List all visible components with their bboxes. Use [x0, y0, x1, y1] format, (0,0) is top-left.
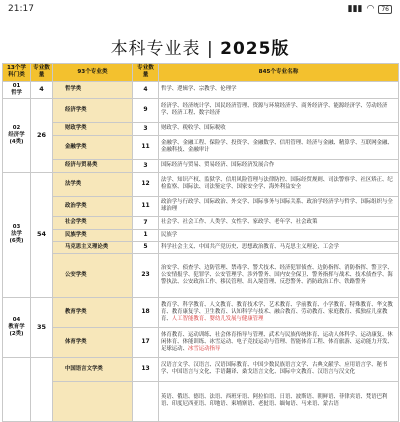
class-cell — [53, 98, 133, 122]
discipline-cell — [3, 357, 31, 421]
table-row — [3, 196, 399, 216]
class-cell — [53, 159, 133, 172]
class-count-cell: 13 — [133, 357, 159, 381]
major-names-text: 财政学、税收学、国际税收 — [161, 125, 226, 132]
header-discipline-count: 专业数量 — [31, 64, 53, 82]
class-label: 体育学类 — [65, 338, 87, 345]
major-names-text: 法学、知识产权、监狱学、信用风险管理与法律防控、国际经贸规则、司法警察学、社区矫正、纪检监察、国际法、司法鉴定学、国家安全学、海外利益安全 — [161, 177, 393, 191]
class-cell — [53, 172, 133, 196]
class-cell — [53, 381, 133, 421]
class-cell — [53, 122, 133, 135]
class-count-cell: 17 — [133, 327, 159, 357]
major-names-text: 科学社会主义、中国共产党历史、思想政治教育、马克思主义理论、工会学 — [161, 243, 339, 250]
title-text: 本科专业表 — [110, 39, 201, 59]
table-row — [3, 122, 399, 135]
class-count-cell: 5 — [133, 241, 159, 253]
discipline-cell: 02 经济学 (4类) — [3, 98, 31, 172]
table-row — [3, 216, 399, 229]
status-time: 21:17 — [8, 4, 34, 14]
wifi-icon: ◠ — [366, 4, 375, 14]
class-label: 法学类 — [65, 180, 82, 187]
table-row — [3, 327, 399, 357]
class-count-cell: 7 — [133, 216, 159, 229]
major-names-text: 经济学、经济统计学、国民经济管理、资源与环境经济学、商务经济学、能源经济学、劳动经济学、经济工程、数字经济 — [161, 103, 388, 117]
major-names-text: 英语、俄语、德语、法语、西班牙语、阿拉伯语、日语、波斯语、朝鲜语、菲律宾语、梵语巴利语、印度尼西亚语、印地语、柬埔寨语、老挝语、缅甸语、马来语、蒙古语 — [161, 394, 388, 408]
major-names-cell — [159, 196, 399, 216]
major-names-text: 汉语言文学、汉语言、汉语国际教育、中国少数民族语言文学、古典文献学、应用语言学、秘书学、中国语言与文化、手语翻译、桑戈语言文化、国际中文教育、汉语言与汉文化 — [161, 362, 388, 376]
discipline-count-cell: 26 — [31, 98, 53, 172]
discipline-count-cell: 4 — [31, 81, 53, 98]
class-label: 社会学类 — [65, 219, 87, 226]
class-cell — [53, 241, 133, 253]
page-title — [0, 34, 400, 59]
table-row — [3, 241, 399, 253]
class-cell — [53, 327, 133, 357]
major-names-text: 治安学、侦查学、边防管理、禁毒学、警犬技术、经济犯罪侦查、边防指挥、消防指挥、警卫学、公安情报学、犯罪学、公安管理学、涉外警务、国内安全保卫、警务指挥与战术、技术侦查学、海警执法、公安政治工作、移民管理、出入境管理、反恐警务、消防政治工作、铁路警务 — [161, 264, 393, 285]
header-major-names: 845个专业名称 — [159, 64, 399, 82]
major-names-text: 政治学与行政学、国际政治、外交学、国际事务与国际关系、政治学经济学与哲学、国际组织与全球治理 — [161, 199, 393, 213]
class-count-cell: 11 — [133, 196, 159, 216]
class-label: 政治学类 — [65, 202, 87, 209]
major-names-cell — [159, 253, 399, 297]
major-names-cell — [159, 297, 399, 327]
title-year: 2025版 — [220, 39, 290, 59]
class-count-cell: 18 — [133, 297, 159, 327]
class-count-cell: 12 — [133, 172, 159, 196]
class-count-cell: 1 — [133, 229, 159, 241]
class-count-cell: 23 — [133, 253, 159, 297]
class-label: 民族学类 — [65, 231, 87, 238]
table-row — [3, 253, 399, 297]
class-label: 马克思主义理论类 — [65, 243, 109, 250]
header-classes: 93个专业类 — [53, 64, 133, 82]
major-names-cell — [159, 81, 399, 98]
major-names-text: 体育教育、运动训练、社会体育指导与管理、武术与民族传统体育、运动人体科学、运动康复、休闲体育、体能训练、冰雪运动、电子竞技运动与管理、智能体育工程、体育旅游、运动能力开发、足球运动、 — [161, 331, 393, 352]
class-cell — [53, 81, 133, 98]
class-count-cell: 3 — [133, 159, 159, 172]
table-row — [3, 297, 399, 327]
major-names-cell — [159, 159, 399, 172]
header-disciplines: 13个学科门类 — [3, 64, 31, 82]
major-table — [2, 63, 399, 422]
class-cell — [53, 135, 133, 159]
table-row — [3, 81, 399, 98]
table-row — [3, 159, 399, 172]
major-names-cell — [159, 98, 399, 122]
discipline-count-cell — [31, 357, 53, 421]
major-names-text: 民族学 — [161, 231, 178, 238]
major-names-cell — [159, 229, 399, 241]
class-count-cell: 4 — [133, 81, 159, 98]
class-count-cell: 9 — [133, 98, 159, 122]
class-label: 中国语言文学类 — [65, 365, 103, 372]
major-names-cell — [159, 172, 399, 196]
class-count-cell: 3 — [133, 122, 159, 135]
status-icons — [348, 4, 392, 14]
class-count-cell: 11 — [133, 135, 159, 159]
class-label: 哲学类 — [65, 86, 82, 93]
table-row — [3, 98, 399, 122]
discipline-count-cell: 54 — [31, 172, 53, 297]
table-row — [3, 381, 399, 421]
new-major-names: 人工智能教育、婴幼儿发展与健康管理 — [171, 315, 264, 322]
class-cell — [53, 297, 133, 327]
new-major-names: 冰雪运动指导 — [187, 345, 221, 352]
major-names-text: 国际经济与贸易、贸易经济、国际经济发展合作 — [161, 162, 275, 169]
table-row — [3, 229, 399, 241]
class-label: 金融学类 — [65, 143, 87, 150]
discipline-count-cell: 35 — [31, 297, 53, 357]
battery-icon: 76 — [378, 5, 392, 14]
table-row — [3, 172, 399, 196]
major-names-text: 哲学、逻辑学、宗教学、伦理学 — [161, 86, 237, 93]
major-names-text: 金融学、金融工程、保险学、投资学、金融数学、信用管理、经济与金融、精算学、互联网金融、金融科技、金融审计 — [161, 140, 393, 154]
table-row — [3, 135, 399, 159]
discipline-cell: 03 法学 (6类) — [3, 172, 31, 297]
class-cell — [53, 216, 133, 229]
major-names-text: 社会学、社会工作、人类学、女性学、家政学、老年学、社会政策 — [161, 219, 318, 226]
class-label: 财政学类 — [65, 125, 87, 132]
major-names-cell — [159, 241, 399, 253]
discipline-cell: 04 教育学 (2类) — [3, 297, 31, 357]
class-cell — [53, 196, 133, 216]
major-names-text: 教育学、科学教育、人文教育、教育技术学、艺术教育、学前教育、小学教育、特殊教育、华文教育、教育康复学、卫生教育、认知科学与技术、融合教育、劳动教育、家庭教育、孤独症儿童教育、 — [161, 301, 393, 322]
class-cell — [53, 357, 133, 381]
class-count-cell — [133, 381, 159, 421]
signal-icon: ▮▮▮ — [347, 4, 363, 14]
status-bar — [0, 0, 400, 18]
major-names-cell — [159, 327, 399, 357]
discipline-cell: 01 哲学 — [3, 81, 31, 98]
class-label: 经济学类 — [65, 106, 87, 113]
header-class-count: 专业数量 — [133, 64, 159, 82]
major-names-cell — [159, 381, 399, 421]
class-label: 公安学类 — [65, 271, 87, 278]
class-label: 经济与贸易类 — [65, 162, 98, 169]
major-names-cell — [159, 122, 399, 135]
major-names-cell — [159, 357, 399, 381]
class-cell — [53, 229, 133, 241]
class-cell — [53, 253, 133, 297]
major-names-cell — [159, 135, 399, 159]
title-divider: | — [206, 39, 221, 59]
table-header-row — [3, 64, 399, 82]
table-row — [3, 357, 399, 381]
class-label: 教育学类 — [65, 308, 87, 315]
major-names-cell — [159, 216, 399, 229]
